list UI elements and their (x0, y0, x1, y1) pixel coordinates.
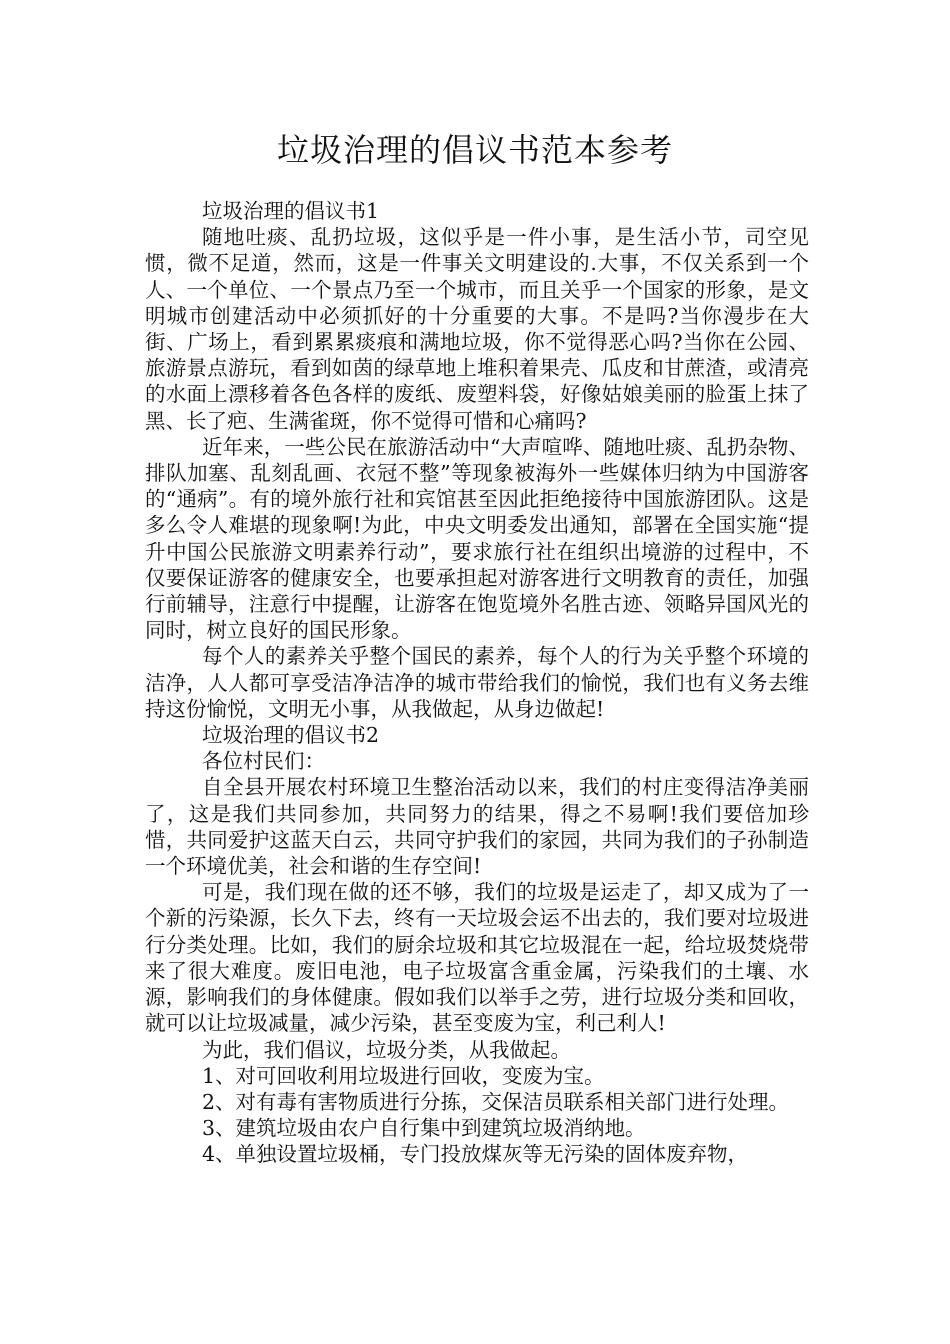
document-title: 垃圾治理的倡议书范本参考 (276, 131, 673, 169)
list-item: 4、单独设置垃圾桶，专门投放煤灰等无污染的固体废弃物， (202, 1142, 749, 1167)
list-item: 2、对有毒有害物质进行分拣，交保洁员联系相关部门进行处理。 (202, 1089, 790, 1114)
section-heading-1: 垃圾治理的倡议书1 (202, 199, 380, 223)
document-body (145, 198, 809, 1168)
paragraph: 近年来，一些公民在旅游活动中“大声喧哗、随地吐痰、乱扔杂物、排队加塞、乱刻乱画、衣冠不整”等现象被海外一些媒体归纳为中国游客的“通病”。有的境外旅行社和宾馆甚至因此拒绝接待中国旅游团队。这是多么令人难堪的现象啊!为此，中央文明委发出通知，部署在全国实施“提升中国公民旅游文明素养行动”，要求旅行社在组织出境游的过程中，不仅要保证游客的健康安全，也要承担起对游客进行文明教育的责任，加强行前辅导，注意行中提醒，让游客在饱览境外名胜古迹、领略异国风光的同时，树立良好的国民形象。 (145, 434, 809, 643)
paragraph: 随地吐痰、乱扔垃圾，这似乎是一件小事，是生活小节，司空见惯，微不足道，然而，这是一件事关文明建设的.大事，不仅关系到一个人、一个单位、一个景点乃至一个城市，而且关乎一个国家的形象，是文明城市创建活动中必须抓好的十分重要的大事。不是吗?当你漫步在大街、广场上，看到累累痰痕和满地垃圾，你不觉得恶心吗?当你在公园、旅游景点游玩，看到如茵的绿草地上堆积着果壳、瓜皮和甘蔗渣，或清亮的水面上漂移着各色各样的废纸、废塑料袋，好像姑娘美丽的脸蛋上抹了黑、长了疤、生满雀斑，你不觉得可惜和心痛吗? (145, 225, 809, 433)
paragraph: 可是，我们现在做的还不够，我们的垃圾是运走了，却又成为了一个新的污染源，长久下去，终有一天垃圾会运不出去的，我们要对垃圾进行分类处理。比如，我们的厨余垃圾和其它垃圾混在一起，给垃圾焚烧带来了很大难度。废旧电池，电子垃圾富含重金属，污染我们的土壤、水源，影响我们的身体健康。假如我们以举手之劳，进行垃圾分类和回收，就可以让垃圾减量，减少污染，甚至变废为宝，利己利人! (145, 880, 809, 1036)
paragraph: 为此，我们倡议，垃圾分类，从我做起。 (202, 1037, 571, 1062)
list-item: 3、建筑垃圾由农户自行集中到建筑垃圾消纳地。 (202, 1116, 646, 1141)
list-item: 1、对可回收利用垃圾进行回收，变废为宝。 (202, 1063, 605, 1088)
salutation: 各位村民们： (202, 749, 325, 774)
paragraph: 每个人的素养关乎整个国民的素养，每个人的行为关乎整个环境的洁净，人人都可享受洁净洁净的城市带给我们的愉悦，我们也有义务去维持这份愉悦，文明无小事，从我做起，从身边做起! (145, 644, 809, 721)
paragraph: 自全县开展农村环境卫生整治活动以来，我们的村庄变得洁净美丽了，这是我们共同参加，共同努力的结果，得之不易啊!我们要倍加珍惜，共同爱护这蓝天白云，共同守护我们的家园，共同为我们的子孙制造一个环境优美，社会和谐的生存空间! (145, 775, 809, 879)
section-heading-2: 垃圾治理的倡议书2 (202, 723, 380, 748)
